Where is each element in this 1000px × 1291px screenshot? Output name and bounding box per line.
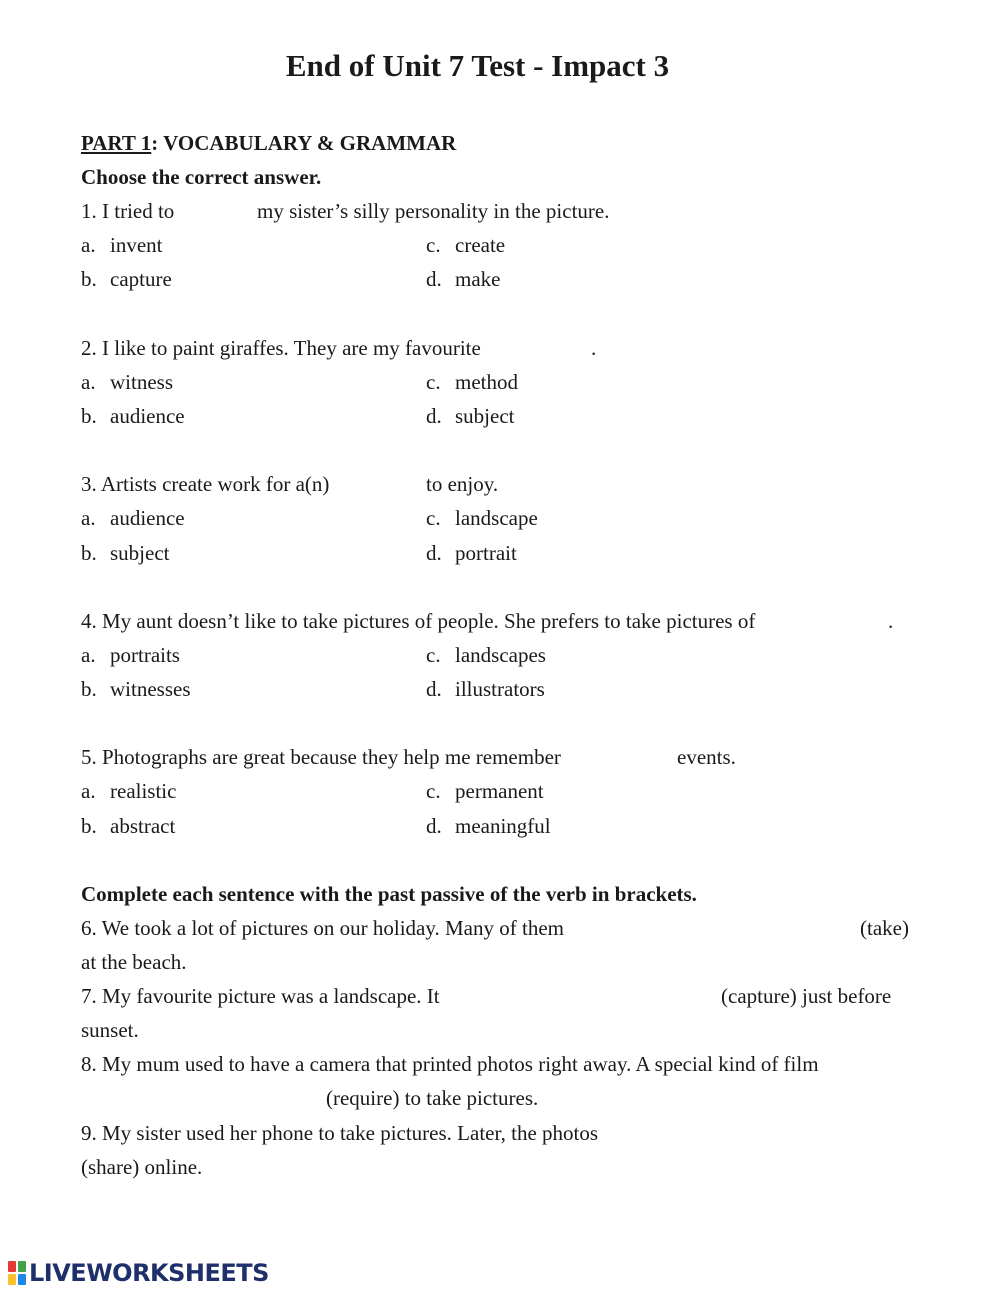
- question-4-after: .: [888, 609, 894, 633]
- option-4b[interactable]: b. witnesses: [81, 677, 191, 701]
- option-4d[interactable]: d. illustrators: [426, 677, 545, 701]
- option-1d[interactable]: d. make: [426, 267, 501, 291]
- part-heading: [81, 131, 456, 155]
- question-1: 1. I tried to: [81, 199, 175, 223]
- logo-square: [18, 1261, 26, 1272]
- option-5d[interactable]: d. meaningful: [426, 814, 551, 838]
- question-2-after: .: [591, 336, 597, 360]
- question-8: 8. My mum used to have a camera that printed photos right away. A special kind of film: [81, 1052, 819, 1076]
- logo-icon: [8, 1261, 26, 1285]
- option-2a[interactable]: a. witness: [81, 370, 173, 394]
- question-5: 5. Photographs are great because they help me remember: [81, 745, 561, 769]
- option-1a[interactable]: a. invent: [81, 233, 163, 257]
- option-3b[interactable]: b. subject: [81, 541, 170, 565]
- question-6-verb: (take): [860, 916, 909, 940]
- question-3: 3. Artists create work for a(n): [81, 472, 330, 496]
- option-1b[interactable]: b. capture: [81, 267, 172, 291]
- question-4: 4. My aunt doesn’t like to take pictures of people. She prefers to take pictures of: [81, 609, 756, 633]
- page-title: End of Unit 7 Test - Impact 3: [285, 48, 670, 83]
- option-5b[interactable]: b. abstract: [81, 814, 176, 838]
- option-3d[interactable]: d. portrait: [426, 541, 517, 565]
- option-5c[interactable]: c. permanent: [426, 779, 544, 803]
- part-label: PART 1: [81, 131, 152, 155]
- question-8-verb: (require) to take pictures.: [326, 1086, 539, 1110]
- option-3c[interactable]: c. landscape: [426, 506, 538, 530]
- section2-instruction: Complete each sentence with the past passive of the verb in brackets.: [81, 882, 697, 906]
- part-title: : VOCABULARY & GRAMMAR: [151, 131, 457, 155]
- logo-square: [18, 1274, 26, 1285]
- question-6: 6. We took a lot of pictures on our holiday. Many of them: [81, 916, 564, 940]
- option-1c[interactable]: c. create: [426, 233, 506, 257]
- question-9-verb: (share) online.: [81, 1155, 203, 1179]
- liveworksheets-logo[interactable]: [8, 1259, 269, 1287]
- question-3-after: to enjoy.: [426, 472, 499, 496]
- option-4a[interactable]: a. portraits: [81, 643, 180, 667]
- section1-instruction: Choose the correct answer.: [81, 165, 322, 189]
- question-2: 2. I like to paint giraffes. They are my favourite: [81, 336, 481, 360]
- question-6-after: at the beach.: [81, 950, 187, 974]
- option-2b[interactable]: b. audience: [81, 404, 185, 428]
- option-3a[interactable]: a. audience: [81, 506, 185, 530]
- question-1-after: my sister’s silly personality in the picture.: [257, 199, 610, 223]
- option-5a[interactable]: a. realistic: [81, 779, 177, 803]
- question-5-after: events.: [677, 745, 736, 769]
- logo-square: [8, 1261, 16, 1272]
- logo-square: [8, 1274, 16, 1285]
- option-2c[interactable]: c. method: [426, 370, 518, 394]
- question-7-verb: (capture) just before: [721, 984, 892, 1008]
- logo-text: LIVEWORKSHEETS: [29, 1259, 269, 1287]
- option-2d[interactable]: d. subject: [426, 404, 515, 428]
- question-7-after: sunset.: [81, 1018, 139, 1042]
- question-9: 9. My sister used her phone to take pictures. Later, the photos: [81, 1121, 599, 1145]
- question-7: 7. My favourite picture was a landscape. It: [81, 984, 440, 1008]
- option-4c[interactable]: c. landscapes: [426, 643, 546, 667]
